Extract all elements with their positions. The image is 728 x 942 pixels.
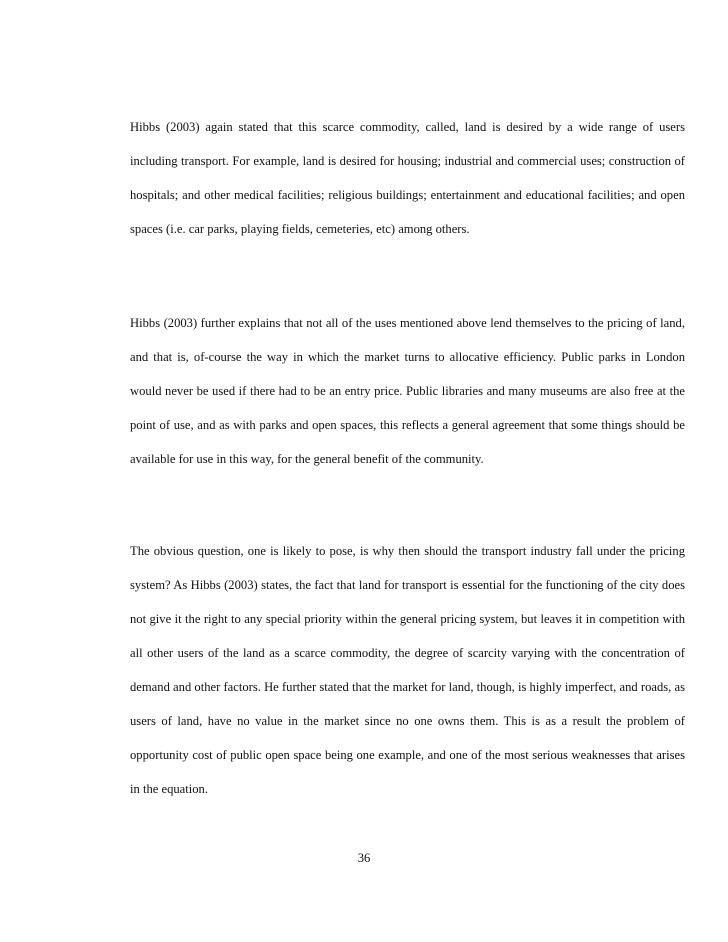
paragraph-text: Hibbs (2003) further explains that not all of the uses mentioned above lend themselves to the pricing of land, and that is, of-course the way in which the market turns to allocative efficiency. Public parks in London would never be used if there had to be an entry price. Public libraries and many museums are also free at the point of use, and as with parks and open spaces, this reflects a general agreement that some things should be available for use in this way, for the general benefit of the community.	[130, 316, 685, 466]
paragraph-transport-pricing	[130, 534, 685, 806]
paragraph-text: The obvious question, one is likely to pose, is why then should the transport industry fall under the pricing system? As Hibbs (2003) states, the fact that land for transport is essential for the functioning of the city does not give it the right to any special priority within the general pricing system, but leaves it in competition with all other users of the land as a scarce commodity, the degree of scarcity varying with the concentration of demand and other factors. He further stated that the market for land, though, is highly imperfect, and roads, as users of land, have no value in the market since no one owns them. This is as a result the problem of opportunity cost of public open space being one example, and one of the most serious weaknesses that arises in the equation.	[130, 544, 685, 796]
page-number: 36	[357, 851, 371, 865]
paragraph-text: Hibbs (2003) again stated that this scarce commodity, called, land is desired by a wide range of users including transport. For example, land is desired for housing; industrial and commercial uses; construction of hospitals; and other medical facilities; religious buildings; entertainment and educational facilities; and open spaces (i.e. car parks, playing fields, cemeteries, etc) among others.	[130, 120, 685, 236]
paragraph-land-uses	[130, 110, 685, 246]
paragraph-pricing-of-land	[130, 306, 685, 476]
